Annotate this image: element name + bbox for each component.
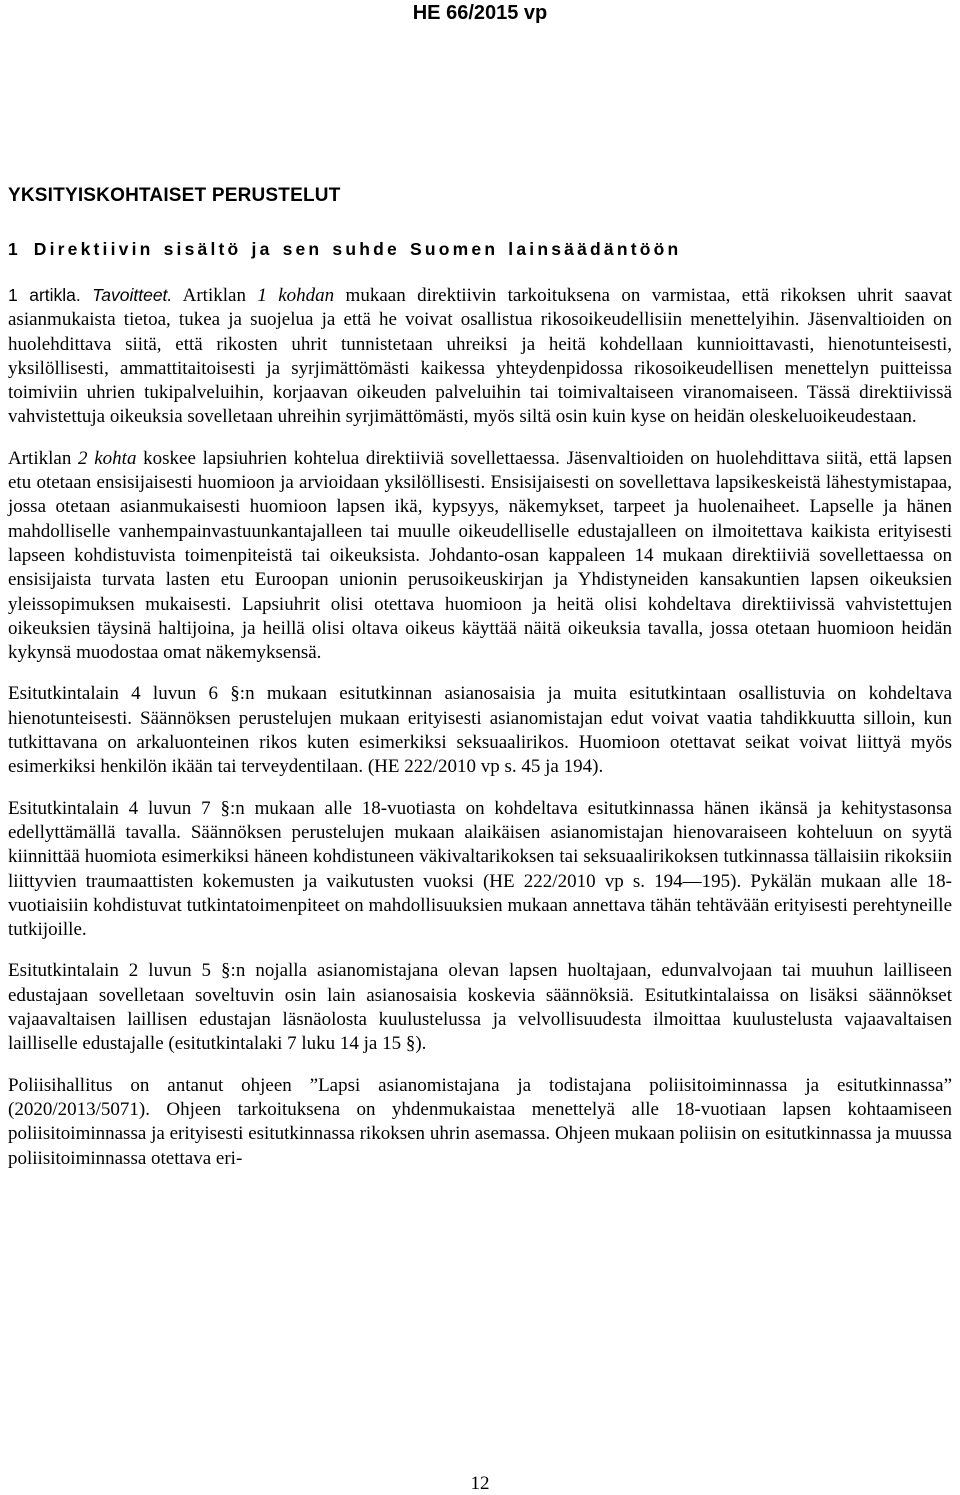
document-id-header: HE 66/2015 vp [412, 2, 548, 24]
document-page [8, 0, 952, 1495]
paragraph: Esitutkintalain 4 luvun 6 §:n mukaan esitutkinnan asianosaisia ja muita esitutkintaan osallistuvia on kohdeltava hienotunteisesti. Säännöksen perustelujen mukaan erityisesti asianomistajan edut voivat vaatia tahdikkuutta silloin, kun tutkittavana on arkaluonteinen rikos kuten esimerkiksi seksuaalirikos. Huomioon otettavat seikat voivat liittyä myös esimerkiksi henkilön ikään tai terveydentilaan. (HE 222/2010 vp s. 45 ja 194). [8, 683, 952, 778]
chapter-title: Direktiivin sisältö ja sen suhde Suomen lainsäädäntöön [33, 239, 682, 259]
paragraph [8, 283, 952, 430]
paragraph-text: Artiklan [8, 447, 72, 469]
paragraph: Esitutkintalain 4 luvun 7 §:n mukaan alle 18-vuotiasta on kohdeltava esitutkinnassa hänen ikänsä ja kehitystasonsa edellyttämällä tavalla. Säännöksen perustelujen mukaan alaikäisen asianomistajan hienovaraiseen kohteluun on syytä kiinnittää huomiota esimerkiksi häneen kohdistuneen väkivaltarikoksen tai seksuaalirikoksen tutkinnassa tällaisiin rikoksiin liittyvien traumaattisten kokemusten ja vaikutusten vuoksi (HE 222/2010 vp s. 194—195). Pykälän mukaan alle 18-vuotiaisiin kohdistuvat tutkintatoimenpiteet on mahdollisuuksien mukaan annettava tähän tehtävään erityisesti perehtyneille tutkijoille. [8, 797, 952, 941]
article-topic: Tavoitteet. [92, 285, 173, 305]
page-number: 12 [470, 1473, 490, 1494]
article-label: 1 artikla. [8, 285, 81, 305]
body-text [8, 283, 952, 1188]
paragraph-reference: 1 kohdan [257, 285, 335, 306]
paragraph [8, 447, 952, 666]
chapter-number: 1 [8, 239, 18, 259]
section-heading: YKSITYISKOHTAISET PERUSTELUT [8, 185, 341, 206]
paragraph-text: koskee lapsiuhrien kohtelua direktiiviä sovellettaessa. Jäsenvaltioiden on huolehdittava siitä, että lapsen etu otetaan ensisijaisesti huomioon ja arvioidaan yksilöllisesti. Ensisijaisesti on sovellettava lapsikeskeistä lähestymistapaa, jossa otetaan asianmukaisesti huomioon lapsen ikä, kypsyys, näkemykset, tarpeet ja huolenaiheet. Lapselle ja hänen mahdolliselle vanhempainvastuunkantajalleen tai muulle oikeudelliselle edustajalleen on ilmoitettava kaikista erityisesti lapseen kohdistuvista toimenpiteistä tai oikeuksista. Johdanto-osan kappaleen 14 mukaan direktiiviä sovellettaessa on ensisijaista turvata lasten etu Euroopan unionin perusoikeuskirjan ja Yhdistyneiden kansakuntien lapsen oikeuksien yleissopimuksen mukaisesti. Lapsiuhrit olisi otettava huomioon ja heitä olisi kohdeltava direktiivissä vahvistettujen oikeuksien täysinä haltijoina, ja heillä olisi oltava oikeus käyttää näitä oikeuksia tavalla, jossa otetaan huomioon heidän kykynsä muodostaa omat näkemyksensä. [8, 447, 952, 664]
paragraph-reference: 2 kohta [78, 447, 137, 469]
paragraph: Esitutkintalain 2 luvun 5 §:n nojalla asianomistajana olevan lapsen huoltajaan, edunvalvojaan tai muuhun lailliseen edustajaan sovelletaan soveltuvin osin lain asianosaisia koskevia säännöksiä. Esitutkintalaissa on lisäksi säännökset vajaavaltaisen laillisen edustajan läsnäolosta kuulustelussa ja velvollisuudesta ilmoittaa kuulustelusta vajaavaltaisen lailliselle edustajalle (esitutkintalaki 7 luku 14 ja 15 §). [8, 960, 952, 1055]
paragraph: Poliisihallitus on antanut ohjeen ”Lapsi asianomistajana ja todistajana poliisitoiminnassa ja esitutkinnassa” (2020/2013/5071). Ohjeen tarkoituksena on yhdenmukaistaa menettelyä alle 18-vuotiaan lapsen kohtaamiseen poliisitoiminnassa ja erityisesti esitutkinnassa rikoksen uhrin asemassa. Ohjeen mukaan poliisin on esitutkinnassa ja muussa poliisitoiminnassa otettava eri- [8, 1074, 952, 1169]
chapter-heading [8, 239, 681, 260]
paragraph-text: mukaan direktiivin tarkoituksena on varmistaa, että rikoksen uhrit saavat asianmukaista tietoa, tukea ja suojelua ja että he voivat osallistua rikosoikeudellisiin menettelyihin. Jäsenvaltioiden on huolehdittava siitä, että rikosten uhrit tunnistetaan uhreiksi ja heitä kohdellaan kunnioittavasti, hienotunteisesti, yksilöllisesti, ammattitaitoisesti ja syrjimättömästi kaikessa yhteydenpidossa rikosoikeudellisen menettelyn puitteissa toimiviin uhrien tukipalveluihin, korjaavan oikeuden palveluihin tai toimivaltaiseen viranomaiseen. Tässä direktiivissä vahvistettuja oikeuksia sovelletaan uhreihin syrjimättömästi, myös siltä osin kuin kyse on heidän oleskeluoikeudestaan. [8, 285, 953, 428]
paragraph-text: Artiklan [182, 285, 246, 306]
